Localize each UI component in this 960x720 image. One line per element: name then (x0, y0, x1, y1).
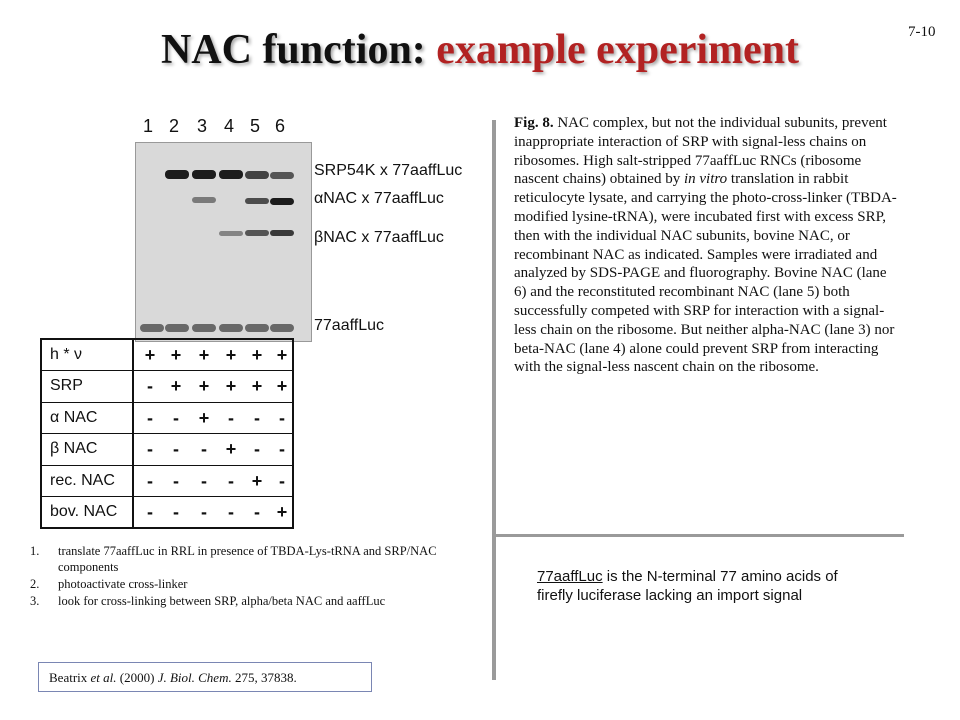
condition-value: - (254, 501, 260, 522)
gel-band (245, 198, 269, 204)
condition-value: - (254, 407, 260, 428)
gel-image (135, 142, 312, 342)
gel-figure (38, 112, 490, 530)
gel-band (219, 324, 243, 332)
condition-value: + (198, 407, 210, 428)
figure-caption (514, 114, 899, 377)
condition-value: - (201, 439, 207, 460)
condition-value: + (170, 376, 182, 397)
caption-text-continued: translation in rabbit reticulocyte lysate, and carrying the photo-cross-linker (TBDA-modified lysine-tRNA), were incubated first with excess SRP, then with the individual NAC subunits, bovine NAC, or recombinant NAC as indicated. Samples were irradiated and analyzed by SDS-PAGE and fluorography. Bovine NAC (lane 6) and the reconstituted recombinant NAC (lane 5) both successfully competed with SRP for interaction with a signal-less chain on the ribosome. But neither alpha-NAC (lane 3) nor beta-NAC (lane 4) alone could prevent SRP from interacting with the signal-less nascent chain on the ribosome. (514, 171, 897, 376)
gel-band (192, 197, 216, 203)
gel-band (165, 170, 189, 179)
caption-label: Fig. 8. (514, 115, 554, 131)
caption-italic: in vitro (683, 171, 728, 188)
slide-number: 7-10 (908, 24, 936, 40)
lane-number: 6 (274, 116, 285, 136)
lane-number: 4 (223, 116, 234, 136)
condition-value: + (225, 345, 237, 365)
note-term: 77aaffLuc (537, 568, 603, 585)
condition-label: β NAC (42, 434, 134, 464)
condition-value: - (147, 470, 153, 491)
citation-journal: J. Biol. Chem. (157, 670, 232, 685)
gel-band (219, 231, 243, 236)
condition-value: + (251, 345, 263, 365)
condition-label: bov. NAC (42, 497, 134, 527)
condition-value: + (170, 345, 182, 365)
condition-value: + (144, 345, 156, 365)
condition-row (42, 496, 292, 527)
caption-text: NAC complex, but not the individual subunits, prevent inappropriate interaction of SRP with signal-less chains on ribosomes. High salt-stripped 77aaffLuc RNCs (ribosome nascent chains) obtained by (514, 115, 887, 188)
title-main: NAC function: (160, 27, 426, 73)
band-label-beta-nac: βNAC x 77aaffLuc (314, 229, 444, 246)
condition-label: SRP (42, 371, 134, 401)
band-label-alpha-nac: αNAC x 77aaffLuc (314, 190, 444, 207)
condition-label: rec. NAC (42, 466, 134, 496)
lane-number: 3 (196, 116, 207, 136)
condition-value: + (225, 376, 237, 397)
citation-authors: Beatrix (49, 670, 91, 685)
condition-table (40, 338, 294, 529)
vertical-divider (492, 120, 496, 680)
citation-box (38, 662, 372, 692)
gel-band (245, 230, 269, 236)
citation-year: (2000) (116, 670, 158, 685)
condition-value: - (173, 470, 179, 491)
condition-value: + (251, 376, 263, 397)
gel-band (192, 324, 216, 332)
step-text: photoactivate cross-linker (58, 577, 188, 591)
gel-band (140, 324, 164, 332)
condition-value: - (201, 501, 207, 522)
condition-value: - (228, 470, 234, 491)
condition-value: - (147, 407, 153, 428)
gel-area (38, 112, 490, 344)
condition-value: - (279, 470, 285, 491)
lane-number: 1 (142, 116, 153, 136)
gel-band (270, 230, 294, 236)
condition-value: + (276, 501, 288, 522)
list-item (30, 593, 490, 609)
step-text: look for cross-linking between SRP, alpha/beta NAC and aaffLuc (58, 594, 386, 608)
step-text: translate 77aaffLuc in RRL in presence of TBDA-Lys-tRNA and SRP/NAC components (58, 544, 437, 574)
condition-value: - (254, 439, 260, 460)
condition-value: - (279, 439, 285, 460)
lane-number: 5 (249, 116, 260, 136)
condition-value: + (251, 470, 263, 491)
condition-value: + (276, 345, 288, 365)
citation-volume: 275, 37838. (231, 670, 297, 685)
condition-label: h * ν (42, 340, 134, 370)
gel-band (192, 170, 216, 179)
condition-row (42, 465, 292, 496)
condition-value: - (173, 439, 179, 460)
step-number: 2. (30, 577, 40, 591)
condition-value: + (276, 376, 288, 397)
condition-value: - (147, 439, 153, 460)
lane-number: 2 (168, 116, 179, 136)
definition-note (537, 567, 877, 605)
citation-etal: et al. (90, 670, 117, 685)
gel-band (270, 198, 294, 205)
horizontal-divider (496, 534, 904, 537)
condition-value: - (173, 501, 179, 522)
list-item (30, 576, 490, 592)
note-text: is the N-terminal 77 amino acids of firefly luciferase lacking an import signal (537, 568, 838, 604)
slide-title (0, 26, 960, 74)
condition-row (42, 433, 292, 464)
condition-row (42, 370, 292, 401)
condition-value: - (147, 376, 153, 397)
list-item (30, 543, 490, 575)
gel-band (245, 171, 269, 179)
condition-label: α NAC (42, 403, 134, 433)
step-number: 3. (30, 594, 40, 608)
condition-value: + (198, 345, 210, 365)
protocol-steps (30, 543, 490, 610)
step-number: 1. (30, 544, 40, 558)
condition-value: - (228, 407, 234, 428)
condition-row (42, 402, 292, 433)
gel-band (219, 170, 243, 179)
gel-band (270, 324, 294, 332)
condition-value: - (279, 407, 285, 428)
condition-value: - (201, 470, 207, 491)
title-accent: example experiment (436, 27, 800, 73)
condition-value: + (225, 439, 237, 460)
gel-band (245, 324, 269, 332)
band-label-77aaffluc: 77aaffLuc (314, 317, 384, 334)
condition-value: - (228, 501, 234, 522)
condition-value: - (147, 501, 153, 522)
band-label-srp54k: SRP54K x 77aaffLuc (314, 162, 463, 179)
condition-value: + (198, 376, 210, 397)
condition-value: - (173, 407, 179, 428)
gel-band (270, 172, 294, 179)
gel-band (165, 324, 189, 332)
condition-row (42, 340, 292, 370)
